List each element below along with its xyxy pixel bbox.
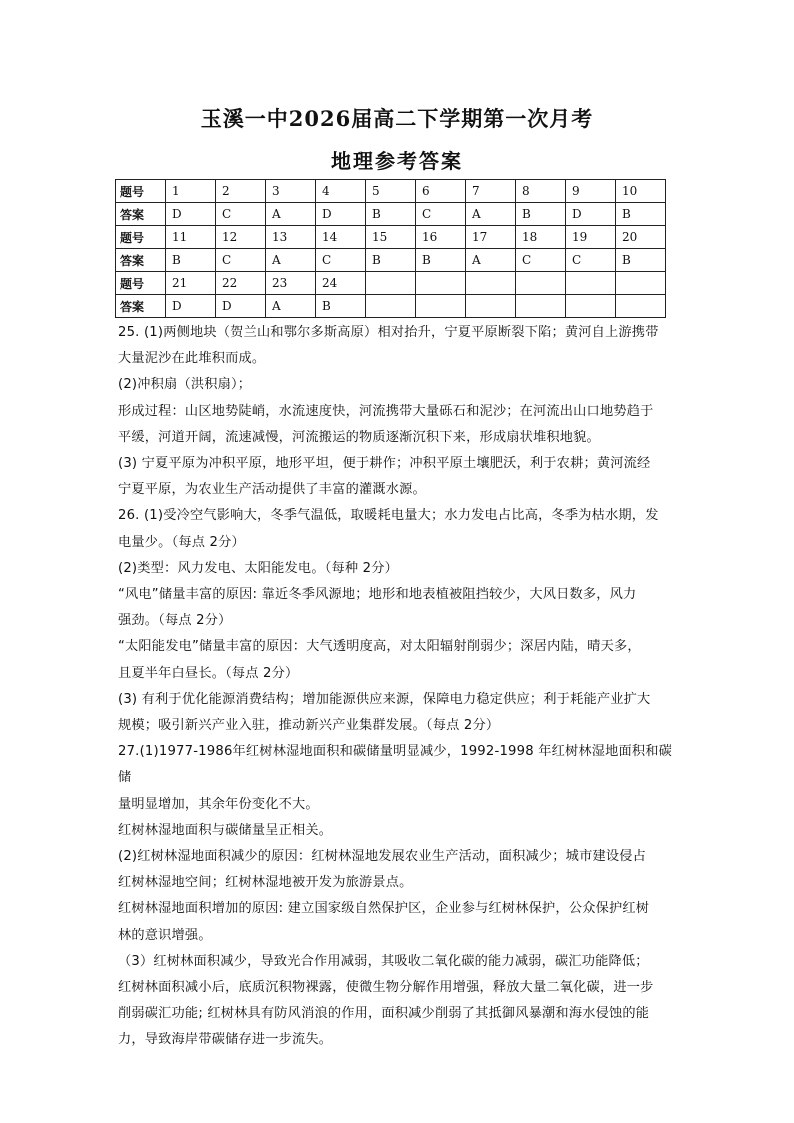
question-number-cell: 7 bbox=[466, 180, 516, 203]
question-number-cell: 23 bbox=[266, 272, 316, 295]
answer-cell: B bbox=[316, 295, 366, 318]
answer-line: （3）红树林面积减少，导致光合作用减弱，其吸收二氧化碳的能力减弱，碳汇功能降低； bbox=[118, 953, 649, 969]
answer-cell: D bbox=[566, 203, 616, 226]
answer-line: 宁夏平原，为农业生产活动提供了丰富的灌溉水源。 bbox=[118, 482, 426, 498]
question-number-cell bbox=[416, 272, 466, 295]
answer-line: 平缓，河道开阔，流速减慢，河流搬运的物质逐渐沉积下来，形成扇状堆积地貌。 bbox=[118, 429, 600, 445]
answer-line: 26. (1)受冷空气影响大，冬季气温低，取暖耗电量大；水力发电占比高，冬季为枯水期，发 bbox=[118, 508, 659, 524]
answer-cell: C bbox=[566, 249, 616, 272]
answer-cell: A bbox=[266, 249, 316, 272]
answer-cell bbox=[416, 295, 466, 318]
answer-line: 27.(1)1977-1986年红树林湿地面积和碳储量明显减少，1992-1998 年红树林湿地面积和碳储 bbox=[118, 744, 673, 786]
answer-cell bbox=[366, 295, 416, 318]
question-number-cell: 14 bbox=[316, 226, 366, 249]
answer-cell: B bbox=[166, 249, 216, 272]
document-subtitle: 地理参考答案 bbox=[331, 149, 463, 173]
question-number-cell: 20 bbox=[616, 226, 666, 249]
answer-line: 强劲。（每点 2分） bbox=[118, 613, 232, 629]
answer-line: 红树林湿地面积增加的原因: 建立国家级自然保护区，企业参与红树林保护，公众保护红树 bbox=[118, 901, 650, 917]
answer-table bbox=[115, 179, 666, 318]
answer-cell bbox=[516, 295, 566, 318]
question-number-cell: 8 bbox=[516, 180, 566, 203]
question-number-cell: 6 bbox=[416, 180, 466, 203]
answer-line: (3) 宁夏平原为冲积平原，地形平坦，便于耕作；冲积平原土壤肥沃，利于农耕；黄河流经 bbox=[118, 456, 651, 472]
answer-line: 大量泥沙在此堆积而成。 bbox=[118, 351, 266, 367]
row-header-cell: 答案 bbox=[116, 203, 166, 226]
document-title: 玉溪一中2026届高二下学期第一次月考 bbox=[200, 106, 594, 131]
question-number-cell: 22 bbox=[216, 272, 266, 295]
question-number-cell: 16 bbox=[416, 226, 466, 249]
answer-cell: C bbox=[416, 203, 466, 226]
question-number-row bbox=[116, 226, 666, 249]
question-number-cell bbox=[516, 272, 566, 295]
question-number-cell: 21 bbox=[166, 272, 216, 295]
answer-cell: B bbox=[516, 203, 566, 226]
answer-line: “风电”储量丰富的原因: 靠近冬季风源地；地形和地表植被阻挡较少，大风日数多，风力 bbox=[118, 587, 637, 603]
answer-cell bbox=[566, 295, 616, 318]
answer-line: 电量少。（每点 2分） bbox=[118, 534, 245, 550]
answer-cell: A bbox=[266, 203, 316, 226]
answer-cell bbox=[616, 295, 666, 318]
answer-cell: A bbox=[266, 295, 316, 318]
answer-cell: C bbox=[516, 249, 566, 272]
answer-cell: D bbox=[166, 203, 216, 226]
answer-cell: B bbox=[616, 203, 666, 226]
question-number-cell: 24 bbox=[316, 272, 366, 295]
question-number-row bbox=[116, 180, 666, 203]
question-number-cell bbox=[566, 272, 616, 295]
answer-row bbox=[116, 249, 666, 272]
answer-line: 削弱碳汇功能; 红树林具有防风消浪的作用，面积减少削弱了其抵御风暴潮和海水侵蚀的能 bbox=[118, 1006, 650, 1022]
answer-cell: C bbox=[216, 249, 266, 272]
answer-explanations bbox=[118, 320, 680, 1054]
answer-cell: D bbox=[166, 295, 216, 318]
question-number-cell: 9 bbox=[566, 180, 616, 203]
answer-cell bbox=[466, 295, 516, 318]
question-number-cell bbox=[616, 272, 666, 295]
question-number-cell: 1 bbox=[166, 180, 216, 203]
answer-cell: D bbox=[316, 203, 366, 226]
answer-line: 红树林湿地面积与碳储量呈正相关。 bbox=[118, 822, 333, 838]
question-number-cell: 18 bbox=[516, 226, 566, 249]
answer-line: (2)冲积扇（洪积扇）； bbox=[118, 377, 252, 393]
question-number-cell: 4 bbox=[316, 180, 366, 203]
question-number-cell: 5 bbox=[366, 180, 416, 203]
question-number-cell: 19 bbox=[566, 226, 616, 249]
question-number-cell: 15 bbox=[366, 226, 416, 249]
question-number-cell bbox=[466, 272, 516, 295]
answer-cell: C bbox=[216, 203, 266, 226]
answer-line: (2)红树林湿地面积减少的原因：红树林湿地发展农业生产活动，面积减少；城市建设侵占 bbox=[118, 849, 647, 865]
answer-cell: A bbox=[466, 203, 516, 226]
answer-cell: D bbox=[216, 295, 266, 318]
answer-row bbox=[116, 295, 666, 318]
answer-line: 25. (1)两侧地块（贺兰山和鄂尔多斯高原）相对抬升，宁夏平原断裂下陷；黄河自上游携带 bbox=[118, 325, 659, 340]
answer-line: 力，导致海岸带碳储存进一步流失。 bbox=[118, 1032, 333, 1048]
answer-line: 红树林面积减小后，底质沉积物裸露，使微生物分解作用增强，释放大量二氧化碳，进一步 bbox=[118, 980, 654, 996]
answer-line: 规模；吸引新兴产业入驻，推动新兴产业集群发展。（每点 2分） bbox=[118, 718, 500, 734]
question-number-cell: 11 bbox=[166, 226, 216, 249]
question-number-cell: 10 bbox=[616, 180, 666, 203]
answer-cell: B bbox=[416, 249, 466, 272]
answer-cell: A bbox=[466, 249, 516, 272]
question-number-cell: 13 bbox=[266, 226, 316, 249]
answer-line: 量明显增加，其余年份变化不大。 bbox=[118, 796, 319, 812]
answer-cell: C bbox=[316, 249, 366, 272]
answer-cell: B bbox=[366, 249, 416, 272]
row-header-cell: 题号 bbox=[116, 226, 166, 249]
answer-line: 林的意识增强。 bbox=[118, 927, 212, 943]
question-number-row bbox=[116, 272, 666, 295]
row-header-cell: 题号 bbox=[116, 272, 166, 295]
question-number-cell: 2 bbox=[216, 180, 266, 203]
answer-line: (2)类型：风力发电、太阳能发电。（每种 2分） bbox=[118, 560, 399, 576]
answer-line: 红树林湿地空间；红树林湿地被开发为旅游景点。 bbox=[118, 875, 413, 891]
question-number-cell: 12 bbox=[216, 226, 266, 249]
answer-cell: B bbox=[366, 203, 416, 226]
question-number-cell: 17 bbox=[466, 226, 516, 249]
answer-cell: B bbox=[616, 249, 666, 272]
answer-line: (3) 有利于优化能源消费结构；增加能源供应来源，保障电力稳定供应；利于耗能产业扩大 bbox=[118, 691, 651, 707]
answer-row bbox=[116, 203, 666, 226]
question-number-cell: 3 bbox=[266, 180, 316, 203]
answer-line: 形成过程：山区地势陡峭，水流速度快，河流携带大量砾石和泥沙；在河流出山口地势趋于 bbox=[118, 403, 654, 419]
answer-line: “太阳能发电”储量丰富的原因：大气透明度高，对太阳辐射削弱少；深居内陆，晴天多， bbox=[118, 639, 641, 655]
row-header-cell: 答案 bbox=[116, 295, 166, 318]
row-header-cell: 答案 bbox=[116, 249, 166, 272]
row-header-cell: 题号 bbox=[116, 180, 166, 203]
question-number-cell bbox=[366, 272, 416, 295]
answer-line: 且夏半年白昼长。（每点 2分） bbox=[118, 665, 299, 681]
